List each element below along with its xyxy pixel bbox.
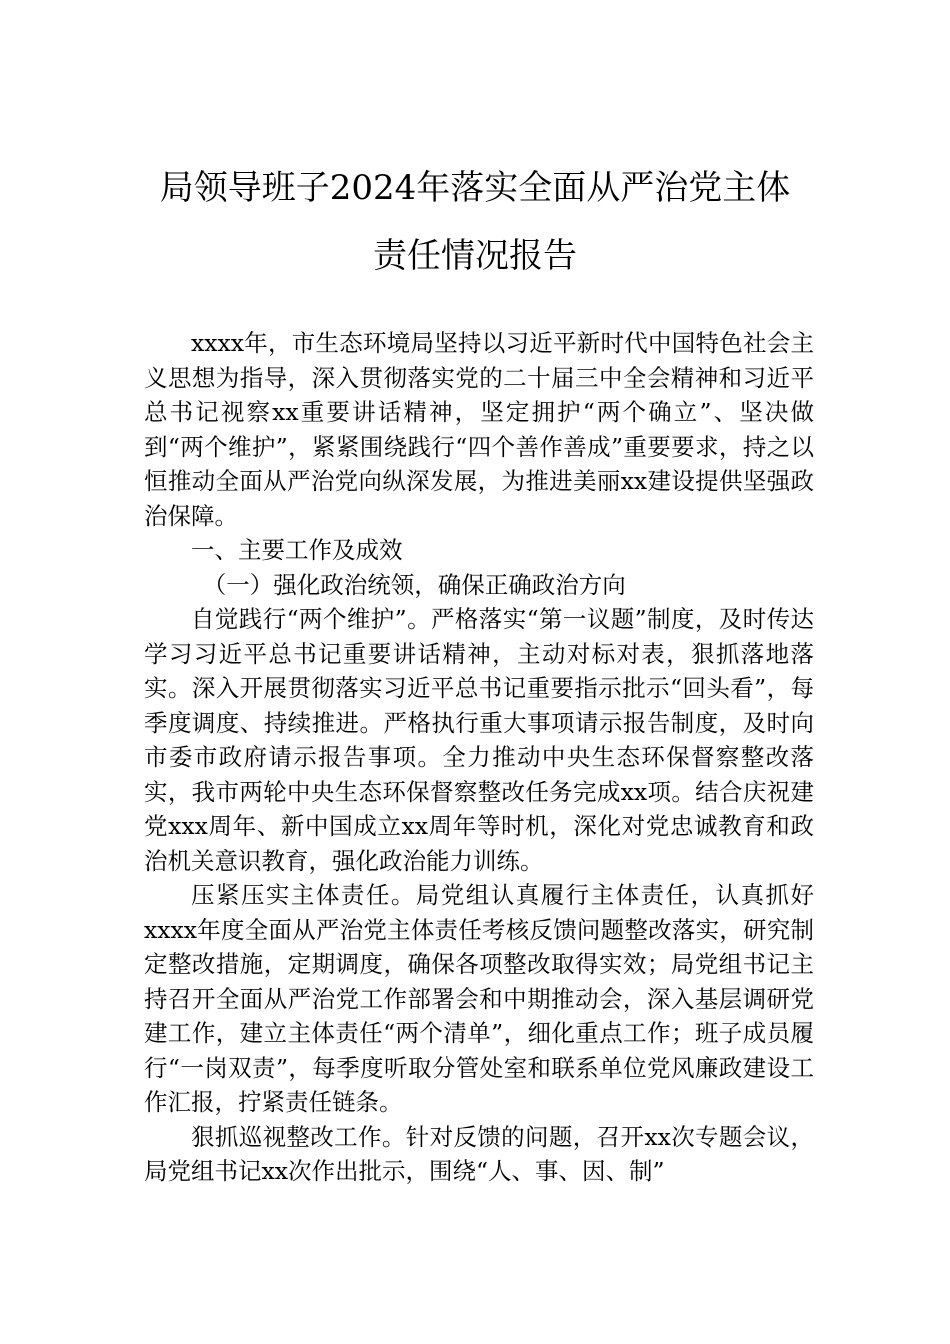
subsection-heading: （一）强化政治统领，确保正确政治方向 <box>202 570 626 599</box>
document-body <box>144 326 814 1189</box>
section-heading: 一、主要工作及成效 <box>191 536 403 564</box>
document-title-line-1: 局领导班子2024年落实全面从严治党主体 <box>159 168 791 208</box>
paragraph-inspection-rectification: 狠抓巡视整改工作。针对反馈的问题，召开xx次专题会议，局党组书记xx次作出批示，围绕“人、事、因、制” <box>144 1122 814 1185</box>
document-title-line-2: 责任情况报告 <box>373 236 577 276</box>
intro-paragraph: xxxx年，市生态环境局坚持以习近平新时代中国特色社会主义思想为指导，深入贯彻落实党的二十届三中全会精神和习近平总书记视察xx重要讲话精神，坚定拥护“两个确立”、坚决做到“两个维护”，紧紧围绕践行“四个善作善成”重要要求，持之以恒推动全面从严治党向纵深发展，为推进美丽xx建设提供坚强政治保障。 <box>144 329 814 530</box>
paragraph-main-responsibility: 压紧压实主体责任。局党组认真履行主体责任，认真抓好xxxx年度全面从严治党主体责任考核反馈问题整改落实，研究制定整改措施，定期调度，确保各项整改取得实效；局党组书记主持召开全面从严治党工作部署会和中期推动会，深入基层调研党建工作，建立主体责任“两个清单”，细化重点工作；班子成员履行“一岗双责”，每季度听取分管处室和联系单位党风廉政建设工作汇报，拧紧责任链条。 <box>144 881 814 1116</box>
paragraph-political-loyalty: 自觉践行“两个维护”。严格落实“第一议题”制度，及时传达学习习近平总书记重要讲话精神，主动对标对表，狠抓落地落实。深入开展贯彻落实习近平总书记重要指示批示“回头看”，每季度调度、持续推进。严格执行重大事项请示报告制度，及时向市委市政府请示报告事项。全力推动中央生态环保督察整改落实，我市两轮中央生态环保督察整改任务完成xx项。结合庆祝建党xxx周年、新中国成立xx周年等时机，深化对党忠诚教育和政治机关意识教育，强化政治能力训练。 <box>144 605 814 875</box>
